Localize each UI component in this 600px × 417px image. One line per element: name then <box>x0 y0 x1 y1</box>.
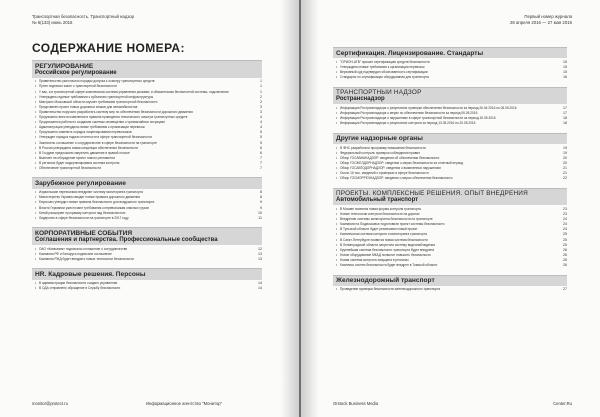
entry-text: В Москве появится новая форма контроля транспорта <box>340 207 421 211</box>
bullet-icon: • <box>336 263 338 268</box>
section-header <box>32 227 262 245</box>
section-header <box>333 87 567 105</box>
entry-text: Новые технологии контроля безопасности на дорогах <box>340 212 420 217</box>
toc-section <box>32 268 262 291</box>
bullet-icon: • <box>35 135 37 140</box>
entry-page-number: 17 <box>563 111 567 116</box>
section-title: HR. Кадровые решения. Персоны <box>35 270 146 278</box>
entry-page-number: 2 <box>260 99 262 104</box>
bullet-icon: • <box>35 109 37 114</box>
bullet-icon: • <box>35 79 37 84</box>
entry-page-number: 9 <box>260 205 262 210</box>
right-header <box>510 14 572 25</box>
entry-text: В ОДА отправлено обращение в Службу безопасности <box>39 286 121 291</box>
toc-section <box>32 177 262 221</box>
right-contents <box>333 47 567 299</box>
bullet-icon: • <box>336 247 338 252</box>
entry-page-number: 5 <box>260 130 262 135</box>
entry-text: Минтранс Московской области изучает требования транспортной безопасности <box>39 99 158 104</box>
entry-page-number: 4 <box>260 125 262 130</box>
left-page <box>0 0 299 417</box>
section-header <box>32 60 262 78</box>
entry-text: Крупнейшая система безопасности транспорта будет внедрена <box>340 247 435 252</box>
section-title: КОРПОРАТИВНЫЕ СОБЫТИЯ <box>35 229 133 237</box>
entry-text: "ОРИОН-АТВ" прошел сертификацию средств безопасности <box>340 59 430 64</box>
entry-text: ОАО «Компания» подписала соглашение о сотрудничестве <box>39 246 128 251</box>
entry-page-number: 15 <box>563 59 567 64</box>
entry-page-number: 7 <box>260 165 262 170</box>
entry-text: Комплексная система контроля и мониторинга транспорта <box>340 232 427 237</box>
right-header-line-2: 28 апреля 2016 — 27 мая 2016 <box>510 19 572 25</box>
bullet-icon: • <box>336 252 338 257</box>
entry-page-number: 4 <box>260 115 262 120</box>
entry-text: Предложено изменить порядок лицензирования перевозчиков <box>39 130 132 135</box>
entry-page-number: 8 <box>260 195 262 200</box>
entry-text: Власти Германии ужесточают требования к перевозчикам опасных грузов <box>39 205 149 210</box>
entry-page-number: 4 <box>260 120 262 125</box>
footer-site: Orstock Business Media <box>333 401 379 406</box>
entry-text: Обзор ГОСМОРРЕЧНАДЗОР: сведения о мерах обеспечения безопасности <box>340 176 453 181</box>
section-header <box>333 133 567 144</box>
entry-text: В администрации безопасности создано управление <box>39 281 118 286</box>
section-title: Зарубежное регулирование <box>35 179 126 187</box>
entry-page-number: 13 <box>258 256 262 261</box>
entry-text: Вынесен на обсуждение проект нового регламента <box>39 155 115 160</box>
entry-text: В Ленинградской области запустили систему видеонаблюдения <box>340 242 435 247</box>
left-header <box>32 14 134 25</box>
entry-page-number: 25 <box>563 242 567 247</box>
entry-text: Правительство поручило разработать систему мер по обеспечению безопасности дорожного движения <box>39 109 193 114</box>
entry-page-number: 18 <box>563 116 567 121</box>
section-header <box>32 177 262 188</box>
entry-text: Представлен проект новых дорожных знаков для автомобилистов <box>39 104 138 109</box>
toc-section <box>333 275 567 293</box>
footer-publisher: Информационное агентство "Монитор" <box>146 401 223 406</box>
bullet-icon: • <box>35 125 37 130</box>
entry-page-number: 25 <box>563 232 567 237</box>
bullet-icon: • <box>35 190 37 195</box>
entry-page-number: 19 <box>563 150 567 155</box>
entry-text: Комплекс систем безопасности будет внедрен в Томской области <box>340 263 438 268</box>
section-header <box>333 188 567 206</box>
entry-page-number: 17 <box>563 105 567 110</box>
entry-page-number: 23 <box>563 207 567 211</box>
toc-entry[interactable] <box>32 287 262 292</box>
entry-page-number: 6 <box>260 145 262 150</box>
bullet-icon: • <box>35 200 37 205</box>
toc-entry[interactable] <box>333 263 567 268</box>
entry-text: Новое оборудование МКАД позволит повысить безопасность <box>340 252 431 257</box>
bullet-icon: • <box>336 69 338 74</box>
entry-page-number: 7 <box>260 155 262 160</box>
toc-section <box>333 87 567 127</box>
entry-text: Путин подписал закон о транспортной безопасности <box>39 84 117 89</box>
entry-text: Обзор ГОСЖЕЛДОРНАДЗОР: сведения о мерах безопасности за отчетный период <box>340 160 464 165</box>
entry-page-number: 13 <box>258 251 262 256</box>
bullet-icon: • <box>336 155 338 160</box>
entry-text: Около 16 тыс. сведений о проверках в сфере безопасности <box>340 171 429 176</box>
entry-text: Обеспечение транспортной безопасности <box>39 165 102 170</box>
toc-section <box>333 47 567 81</box>
toc-entry[interactable] <box>333 75 567 80</box>
entry-page-number: 11 <box>258 215 262 220</box>
entry-text: В Санкт-Петербурге появится новая система безопасности <box>340 237 428 242</box>
entry-text: В Госдуме предложили запретить движение в правой полосе <box>39 150 130 155</box>
entry-page-number: 21 <box>563 165 567 170</box>
entry-page-number: 1 <box>260 84 262 89</box>
section-header <box>333 47 567 58</box>
bullet-icon: • <box>336 212 338 217</box>
entry-text: Информация Ространснадзора о результатах проверки обеспечения безопасности за период 26.04.2016 по 06.05.2016 <box>340 105 517 110</box>
bullet-icon: • <box>35 286 37 291</box>
entry-page-number: 10 <box>258 210 262 215</box>
entry-text: Правительство ужесточило порядок допуска к осмотру транспортных средств <box>39 79 155 84</box>
entry-page-number: 2 <box>260 94 262 99</box>
bullet-icon: • <box>35 256 37 261</box>
bullet-icon: • <box>336 171 338 176</box>
bullet-icon: • <box>336 257 338 262</box>
entry-page-number: 26 <box>563 257 567 262</box>
bullet-icon: • <box>336 59 338 64</box>
entry-page-number: 18 <box>563 121 567 126</box>
section-header <box>32 268 262 279</box>
entry-page-number: 26 <box>563 263 567 268</box>
entry-page-number: 21 <box>563 171 567 176</box>
section-title: Железнодорожный транспорт <box>336 277 435 285</box>
entry-text: У вас, а в транспортной сфере комплексная система управления рисками; и обязательная беспилотной системы, подключение <box>39 89 229 94</box>
entry-text: Информация Ространснадзора о нарушениях в сфере транспортной безопасности за период 20.05.2016 <box>340 116 496 121</box>
entry-page-number: 24 <box>563 227 567 232</box>
bullet-icon: • <box>35 99 37 104</box>
entry-page-number: 5 <box>260 140 262 145</box>
entry-page-number: 22 <box>563 176 567 181</box>
bullet-icon: • <box>336 237 338 242</box>
bullet-icon: • <box>35 210 37 215</box>
bullet-icon: • <box>35 104 37 109</box>
entry-page-number: 27 <box>563 287 567 292</box>
entry-text: Администрация утвердила новые требования к организации перевозок <box>39 125 145 130</box>
entry-page-number: 1 <box>260 89 262 94</box>
entry-page-number: 1 <box>260 79 262 84</box>
entry-page-number: 12 <box>258 246 262 251</box>
section-subtitle: Российское регулирование <box>35 69 117 76</box>
entry-text: Обзор ГОСАВИАНАДЗОР: сведения об обеспечении безопасности <box>340 155 440 160</box>
section-header <box>333 275 567 286</box>
entry-text: Информация Ространснадзора о результатах контроля за период 13.05.2016 по 20.05.2016 <box>340 121 476 126</box>
bullet-icon: • <box>336 160 338 165</box>
bullet-icon: • <box>336 227 338 232</box>
entry-page-number: 3 <box>260 109 262 114</box>
entry-text: Внедрение системы мониторинга безопасности на транспорте <box>340 217 433 222</box>
entry-text: Обзор ГОСАВТОДОРНАДЗОР: сведения о выявленных нарушениях <box>340 165 441 170</box>
bullet-icon: • <box>35 195 37 200</box>
entry-page-number: 9 <box>260 200 262 205</box>
left-contents <box>32 60 262 298</box>
entry-text: Компания РЖД будет внедрять новые технологии безопасности <box>39 256 134 261</box>
bullet-icon: • <box>35 94 37 99</box>
bullet-icon: • <box>336 145 338 150</box>
entry-text: Евросоюз утвердит новые правила безопасности для воздушного транспорта <box>39 200 155 205</box>
right-page <box>301 0 600 417</box>
section-title: ТРАНСПОРТНЫЙ НАДЗОР <box>336 89 422 97</box>
entry-text: Утверждены новые требования к организации перевозок <box>340 64 425 69</box>
entry-page-number: 20 <box>563 155 567 160</box>
bullet-icon: • <box>35 215 37 220</box>
bullet-icon: • <box>336 217 338 222</box>
toc-section <box>32 227 262 262</box>
entry-text: Федеральный контроль проверки соблюдения правил <box>340 150 421 155</box>
entry-text: Верховный суд подтвердил обоснованность сертификации <box>340 69 428 74</box>
bullet-icon: • <box>336 64 338 69</box>
bullet-icon: • <box>35 205 37 210</box>
toc-entry[interactable] <box>32 216 262 221</box>
entry-page-number: 14 <box>258 286 262 291</box>
bullet-icon: • <box>336 165 338 170</box>
entry-page-number: 7 <box>260 160 262 165</box>
toc-entry[interactable] <box>333 288 567 293</box>
bullet-icon: • <box>336 287 338 292</box>
entry-page-number: 15 <box>563 64 567 69</box>
toc-entry[interactable] <box>333 177 567 182</box>
entry-page-number: 19 <box>563 145 567 150</box>
entry-page-number: 20 <box>563 160 567 165</box>
entry-text: Информация Ространснадзора о мерах по обеспечению безопасности за период 06.05.2016 <box>340 111 478 116</box>
bullet-icon: • <box>35 160 37 165</box>
bullet-icon: • <box>35 115 37 120</box>
bullet-icon: • <box>336 75 338 80</box>
left-header-line-1: Транспортная безопасность. Транспортный надзор <box>32 14 135 19</box>
gutter-shadow <box>301 0 319 417</box>
bullet-icon: • <box>336 121 338 126</box>
gutter-shadow <box>281 0 299 417</box>
entry-page-number: 14 <box>258 281 262 286</box>
bullet-icon: • <box>35 120 37 125</box>
bullet-icon: • <box>35 246 37 251</box>
section-title: РЕГУЛИРОВАНИЕ <box>35 62 94 70</box>
section-subtitle: Автомобильный транспорт <box>336 197 419 204</box>
entry-text: Лидерство в сфере безопасности на транспорте в 2017 году <box>39 215 129 220</box>
entry-text: В России утверждена новая концепция обеспечения безопасности <box>39 145 138 150</box>
entry-text: Компании на Подмосковье подготовили проект системы безопасности <box>340 222 445 227</box>
toc-entry[interactable] <box>32 166 262 171</box>
entry-page-number: 15 <box>563 69 567 74</box>
entry-text: Министерство Украины вводит новые правила дорожного движения <box>39 195 140 200</box>
entry-text: Компания РФ и Беларусь подписали соглашение <box>39 251 112 256</box>
bullet-icon: • <box>336 232 338 237</box>
bullet-icon: • <box>35 155 37 160</box>
bullet-icon: • <box>35 84 37 89</box>
bullet-icon: • <box>336 111 338 116</box>
bullet-icon: • <box>35 89 37 94</box>
bullet-icon: • <box>35 140 37 145</box>
bullet-icon: • <box>35 251 37 256</box>
entry-page-number: 16 <box>563 75 567 80</box>
bullet-icon: • <box>35 281 37 286</box>
right-header-line-1: Первый номер журнала <box>524 14 572 19</box>
toc-entry[interactable] <box>32 257 262 262</box>
entry-text: Израильские перевозчики внедряют систему мониторинга транспорта <box>39 190 143 195</box>
entry-page-number: 3 <box>260 104 262 109</box>
bullet-icon: • <box>336 105 338 110</box>
entry-text: Продолжается работа по созданию системы оповещения о чрезвычайных ситуациях <box>39 120 165 125</box>
bullet-icon: • <box>336 242 338 247</box>
section-title: Сертификация. Лицензирование. Стандарты <box>336 49 484 57</box>
entry-page-number: 5 <box>260 135 262 140</box>
section-subtitle: Ространснадзор <box>336 96 385 103</box>
entry-page-number: 26 <box>563 247 567 252</box>
bullet-icon: • <box>35 150 37 155</box>
footer-email[interactable]: monitor@protect.ru <box>32 401 68 406</box>
contents-title: СОДЕРЖАНИЕ НОМЕРА: <box>32 41 185 55</box>
entry-text: В Тульской области будет реализован новый проект <box>340 227 418 232</box>
entry-page-number: 25 <box>563 237 567 242</box>
toc-entry[interactable] <box>333 122 567 127</box>
bullet-icon: • <box>336 150 338 155</box>
section-title: Другие надзорные органы <box>336 135 423 143</box>
bullet-icon: • <box>35 145 37 150</box>
entry-text: Предложено внести изменения в правила проведения технического осмотра транспортных средств <box>39 115 188 120</box>
section-title: ПРОЕКТЫ. КОМПЛЕКСНЫЕ РЕШЕНИЯ. ОПЫТ ВНЕДРЕНИЯ <box>336 190 528 198</box>
entry-text: В регионах будет модернизирована система контроля <box>39 160 120 165</box>
entry-page-number: 6 <box>260 150 262 155</box>
entry-text: Новая система контроля запущена в регионах <box>340 257 409 262</box>
toc-section <box>333 133 567 182</box>
entry-page-number: 24 <box>563 217 567 222</box>
entry-page-number: 24 <box>563 222 567 227</box>
bullet-icon: • <box>336 207 338 211</box>
entry-page-number: 23 <box>563 212 567 217</box>
entry-text: Заключено соглашение о сотрудничестве в сфере безопасности на транспорте <box>39 140 157 145</box>
bullet-icon: • <box>336 176 338 181</box>
entry-page-number: 8 <box>260 190 262 195</box>
bullet-icon: • <box>35 165 37 170</box>
left-header-line-2: № 6(133) июнь 2016 <box>32 19 73 25</box>
entry-text: Стандарты по сертификации оборудования для транспорта <box>340 75 429 80</box>
entry-text: Китай расширяет программу контроля над безопасностью <box>39 210 126 215</box>
footer-domain[interactable]: Center.Ru <box>553 401 572 406</box>
bullet-icon: • <box>35 130 37 135</box>
entry-text: В ФНС разработали программу повышения безопасности <box>340 145 426 150</box>
entry-text: Утверждены единые требования к субъектам транспортной инфраструктуры <box>39 94 154 99</box>
section-subtitle: Соглашения и партнерства. Профессиональные сообщества <box>35 236 218 243</box>
toc-section <box>333 188 567 269</box>
entry-page-number: 26 <box>563 252 567 257</box>
toc-section <box>32 60 262 171</box>
entry-text: Утвержден порядок подачи отчетности в сфере транспортной безопасности <box>39 135 152 140</box>
bullet-icon: • <box>336 222 338 227</box>
bullet-icon: • <box>336 116 338 121</box>
entry-text: Проведение проверки безопасности железнодорожного транспорта <box>340 287 441 292</box>
